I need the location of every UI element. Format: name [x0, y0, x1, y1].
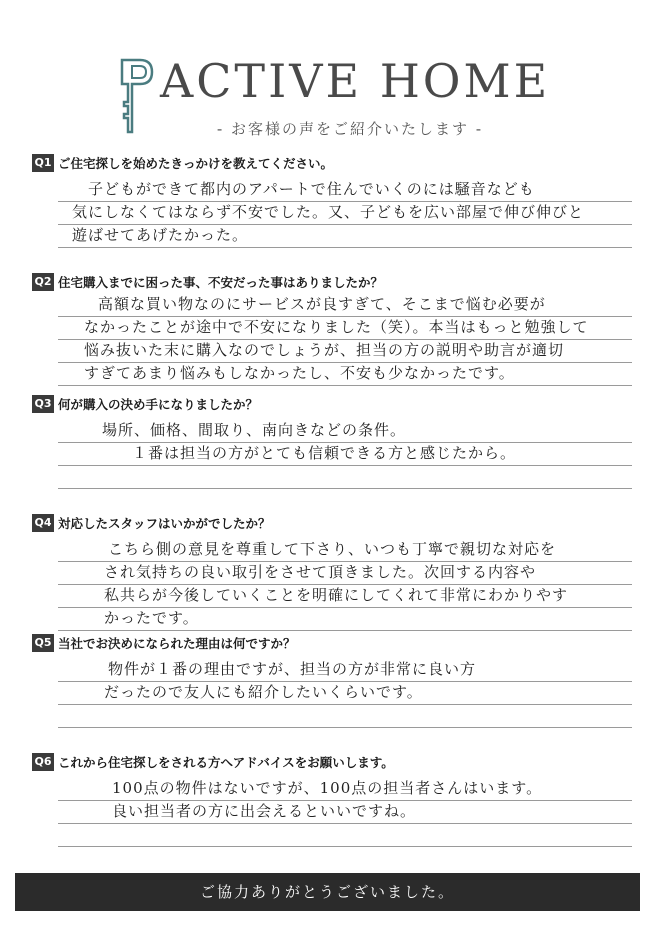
- answer-line: [58, 824, 632, 847]
- question-section-q1: [32, 153, 632, 248]
- question-text: 何が購入の決め手になりましたか？: [58, 397, 259, 412]
- answer-line: [58, 420, 632, 443]
- question-number: Q1: [32, 154, 54, 172]
- answer-line: [58, 801, 632, 824]
- answer-text: 100点の物件はないですが、100点の担当者さんはいます。: [112, 779, 543, 797]
- answer-text: こちら側の意見を尊重して下さり、いつも丁寧で親切な対応を: [108, 540, 557, 558]
- question-section-q5: [32, 633, 632, 728]
- answer-line: [58, 608, 632, 631]
- question-text: 住宅購入までに困った事、不安だった事はありましたか？: [58, 275, 384, 290]
- answer-text: 気にしなくてはならず不安でした。又、子どもを広い部屋で伸び伸びと: [72, 203, 585, 221]
- answer-text: 悩み抜いた末に購入なのでしょうが、担当の方の説明や助言が適切: [84, 341, 565, 359]
- question-text: 対応したスタッフはいかがでしたか？: [58, 516, 271, 531]
- question-number: Q4: [32, 514, 54, 532]
- answer-text: 高額な買い物なのにサービスが良すぎて、そこまで悩む必要が: [98, 295, 546, 313]
- answer-line: [58, 443, 632, 466]
- answer-text: 物件が１番の理由ですが、担当の方が非常に良い方: [108, 660, 477, 678]
- question-section-q6: [32, 752, 632, 847]
- answer-text: なかったことが途中で不安になりました（笑）。本当はもっと勉強して: [84, 318, 589, 336]
- question-number: Q3: [32, 395, 54, 413]
- answer-line: [58, 778, 632, 801]
- answer-line: [58, 659, 632, 682]
- answer-text: 場所、価格、間取り、南向きなどの条件。: [102, 421, 407, 439]
- question-section-q4: [32, 513, 632, 631]
- answer-text: かったです。: [104, 609, 199, 627]
- question-section-q3: [32, 394, 632, 489]
- question-number: Q6: [32, 753, 54, 771]
- question-text: これから住宅探しをされる方へアドバイスをお願いします。: [58, 755, 394, 770]
- answer-line: [58, 202, 632, 225]
- answer-line: [58, 340, 632, 363]
- answer-text: 私共らが今後していくことを明確にしてくれて非常にわかりやす: [104, 586, 569, 604]
- answer-line: [58, 225, 632, 248]
- thank-you-banner: ご協力ありがとうございました。: [15, 873, 640, 911]
- answer-text: 子どもができて都内のアパートで住んでいくのには騒音なども: [88, 180, 535, 198]
- question-text: 当社でお決めになられた理由は何ですか？: [58, 636, 296, 651]
- answer-text: 遊ばせてあげたかった。: [72, 226, 249, 244]
- answer-line: [58, 363, 632, 386]
- answer-line: [58, 705, 632, 728]
- question-number: Q5: [32, 634, 54, 652]
- header: [0, 50, 663, 145]
- answer-text: １番は担当の方がとても信頼できる方と感じたから。: [132, 444, 517, 462]
- key-logo-icon: [118, 58, 158, 138]
- answer-text: され気持ちの良い取引をさせて頂きました。次回する内容や: [104, 563, 537, 581]
- answer-line: [58, 466, 632, 489]
- answer-line: [58, 585, 632, 608]
- answer-line: [58, 317, 632, 340]
- answer-line: [58, 294, 632, 317]
- answer-text: 良い担当者の方に出会えるといいですね。: [112, 802, 417, 820]
- brand-name: ACTIVE HOME: [160, 54, 551, 108]
- answer-line: [58, 562, 632, 585]
- tagline: - お客様の声をご紹介いたします -: [216, 120, 484, 138]
- question-section-q2: [32, 272, 632, 386]
- answer-text: すぎてあまり悩みもしなかったし、不安も少なかったです。: [84, 364, 515, 382]
- answer-line: [58, 539, 632, 562]
- question-text: ご住宅探しを始めたきっかけを教えてください。: [58, 156, 334, 171]
- answer-line: [58, 682, 632, 705]
- question-number: Q2: [32, 273, 54, 291]
- answer-text: だったので友人にも紹介したいくらいです。: [104, 683, 423, 701]
- answer-line: [58, 179, 632, 202]
